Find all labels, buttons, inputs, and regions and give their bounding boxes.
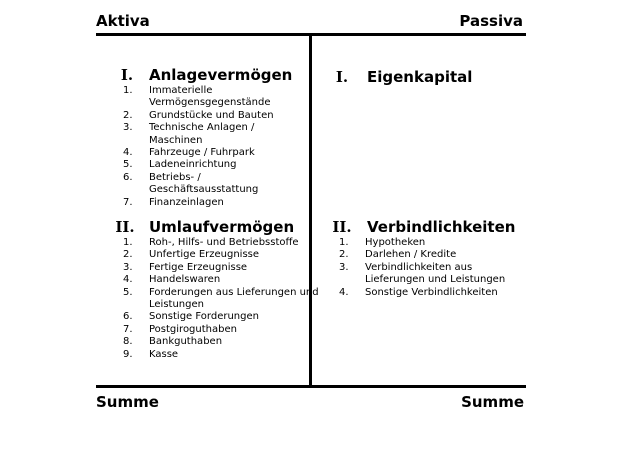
item-text: Technische Anlagen / Maschinen	[149, 122, 255, 146]
aktiva-header: Aktiva	[96, 12, 150, 30]
list-item	[123, 159, 292, 171]
passiva-header: Passiva	[459, 12, 523, 30]
item-number: 7.	[123, 196, 133, 208]
item-text: Immaterielle Vermögensgegenstände	[149, 85, 271, 109]
item-number: 3.	[123, 122, 133, 134]
list-item	[339, 287, 515, 299]
list-item	[339, 249, 515, 261]
list-item	[123, 197, 292, 209]
section-title: Anlagevermögen	[149, 66, 293, 84]
list-item	[123, 311, 319, 323]
item-text: Handelswaren	[149, 274, 221, 286]
list-item	[123, 349, 319, 361]
section-numeral: I.	[335, 68, 349, 86]
list-item	[123, 249, 319, 261]
item-text: Kasse	[149, 348, 179, 360]
item-text: Verbindlichkeiten aus Lieferungen und Leistungen	[365, 261, 506, 286]
item-text: Unfertige Erzeugnisse	[149, 249, 260, 261]
item-text: Darlehen / Kredite	[365, 249, 457, 261]
item-text: Fertige Erzeugnisse	[149, 261, 248, 273]
item-number: 4.	[339, 286, 349, 298]
list-item	[123, 237, 319, 249]
section-title: Umlaufvermögen	[149, 218, 295, 236]
item-number: 1.	[123, 237, 133, 248]
list-item	[123, 336, 319, 348]
item-text: Sonstige Forderungen	[149, 311, 259, 323]
section-title: Eigenkapital	[367, 68, 473, 86]
item-number: 5.	[123, 159, 133, 171]
item-text: Sonstige Verbindlichkeiten	[365, 286, 498, 298]
section-heading	[113, 218, 319, 236]
list-item	[123, 122, 292, 147]
list-item	[123, 172, 292, 197]
item-number: 2.	[123, 109, 133, 121]
item-text: Betriebs- / Geschäftsausstattung	[149, 171, 259, 196]
list-item	[123, 287, 319, 312]
verbindlichkeiten-list	[339, 237, 515, 299]
item-number: 5.	[123, 286, 133, 298]
item-number: 6.	[123, 171, 133, 183]
item-number: 9.	[123, 348, 133, 360]
section-eigenkapital	[334, 68, 472, 86]
section-heading	[331, 218, 515, 236]
item-number: 3.	[339, 261, 349, 273]
section-numeral: I.	[120, 66, 134, 84]
list-item	[123, 147, 292, 159]
item-number: 8.	[123, 336, 133, 348]
list-item	[339, 237, 515, 249]
item-number: 4.	[123, 274, 133, 286]
item-text: Forderungen aus Lieferungen und Leistungen	[149, 286, 319, 311]
section-heading	[116, 66, 292, 84]
section-heading	[334, 68, 472, 86]
item-number: 1.	[339, 237, 349, 248]
item-number: 7.	[123, 323, 133, 335]
item-text: Finanzeinlagen	[149, 196, 224, 208]
summe-aktiva: Summe	[96, 393, 159, 411]
item-text: Roh-, Hilfs- und Betriebsstoffe	[149, 237, 299, 248]
item-number: 2.	[339, 249, 349, 261]
list-item	[123, 262, 319, 274]
summe-passiva: Summe	[461, 393, 524, 411]
list-item	[123, 324, 319, 336]
bottom-rule	[96, 385, 526, 388]
section-verbindlichkeiten	[331, 218, 515, 299]
item-text: Ladeneinrichtung	[149, 159, 237, 171]
list-item	[123, 110, 292, 122]
section-umlaufvermoegen	[113, 218, 319, 361]
list-item	[123, 274, 319, 286]
item-number: 1.	[123, 85, 133, 96]
item-number: 6.	[123, 311, 133, 323]
section-anlagevermoegen	[116, 66, 292, 209]
item-text: Postgiroguthaben	[149, 323, 237, 335]
section-title: Verbindlichkeiten	[367, 218, 516, 236]
section-numeral: II.	[115, 218, 135, 236]
item-number: 4.	[123, 147, 133, 159]
item-number: 3.	[123, 261, 133, 273]
umlaufvermoegen-list	[123, 237, 319, 361]
section-numeral: II.	[332, 218, 352, 236]
anlagevermoegen-list	[123, 85, 292, 209]
list-item	[123, 85, 292, 110]
item-number: 2.	[123, 249, 133, 261]
list-item	[339, 262, 515, 287]
item-text: Hypotheken	[365, 237, 426, 248]
item-text: Bankguthaben	[149, 336, 223, 348]
item-text: Grundstücke und Bauten	[149, 109, 274, 121]
item-text: Fahrzeuge / Fuhrpark	[149, 147, 255, 159]
